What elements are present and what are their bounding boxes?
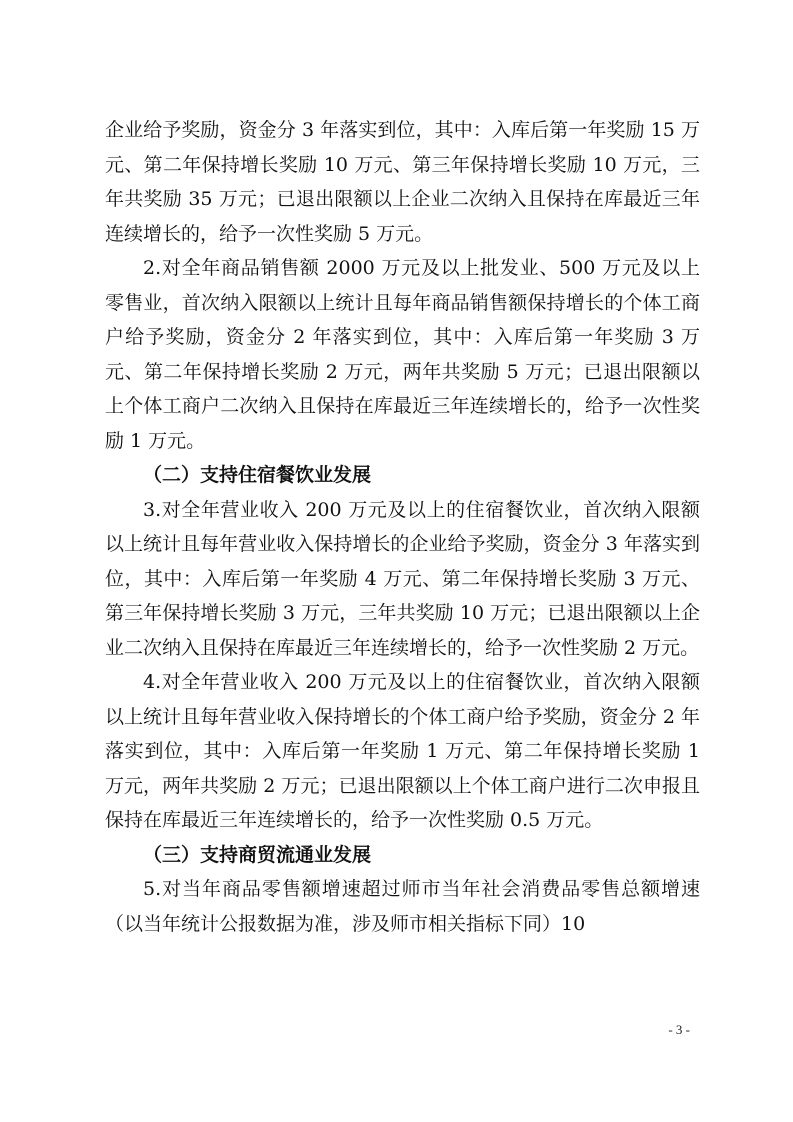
- section-heading-accommodation-catering: （二）支持住宿餐饮业发展: [143, 464, 372, 486]
- document-page: [105, 113, 700, 941]
- paragraph-item-4-catering-individual-reward: 4.对全年营业收入 200 万元及以上的住宿餐饮业，首次纳入限额以上统计且每年营业收入保持增长的个体工商户给予奖励，资金分 2 年落实到位，其中：入库后第一年奖励 1 万元、第二年保持增长奖励 1 万元，两年共奖励 2 万元；已退出限额以上个体工商户进行二次申报且保持在库最近三年连续增长的，给予一次性奖励 0.5 万元。: [105, 671, 700, 831]
- paragraph-item-5-retail-growth: 5.对当年商品零售额增速超过师市当年社会消费品零售总额增速（以当年统计公报数据为准，涉及师市相关指标下同）10: [105, 878, 700, 935]
- page-number: - 3 -: [668, 1022, 690, 1037]
- paragraph-item-3-catering-enterprise-reward: 3.对全年营业收入 200 万元及以上的住宿餐饮业，首次纳入限额以上统计且每年营业收入保持增长的企业给予奖励，资金分 3 年落实到位，其中：入库后第一年奖励 4 万元、第二年保持增长奖励 3 万元、第三年保持增长奖励 3 万元，三年共奖励 10 万元；已退出限额以上企业二次纳入且保持在库最近三年连续增长的，给予一次性奖励 2 万元。: [105, 498, 700, 659]
- section-heading-commerce-circulation: （三）支持商贸流通业发展: [143, 843, 372, 866]
- paragraph-continued-enterprise-reward: 企业给予奖励，资金分 3 年落实到位，其中：入库后第一年奖励 15 万元、第二年保持增长奖励 10 万元、第三年保持增长奖励 10 万元，三年共奖励 35 万元；已退出限额以上企业二次纳入且保持在库最近三年连续增长的，给予一次性奖励 5 万元。: [105, 119, 700, 245]
- paragraph-item-2-individual-business-reward: 2.对全年商品销售额 2000 万元及以上批发业、500 万元及以上零售业，首次纳入限额以上统计且每年商品销售额保持增长的个体工商户给予奖励，资金分 2 年落实到位，其中：入库后第一年奖励 3 万元、第二年保持增长奖励 2 万元，两年共奖励 5 万元；已退出限额以上个体工商户二次纳入且保持在库最近三年连续增长的，给予一次性奖励 1 万元。: [105, 257, 700, 452]
